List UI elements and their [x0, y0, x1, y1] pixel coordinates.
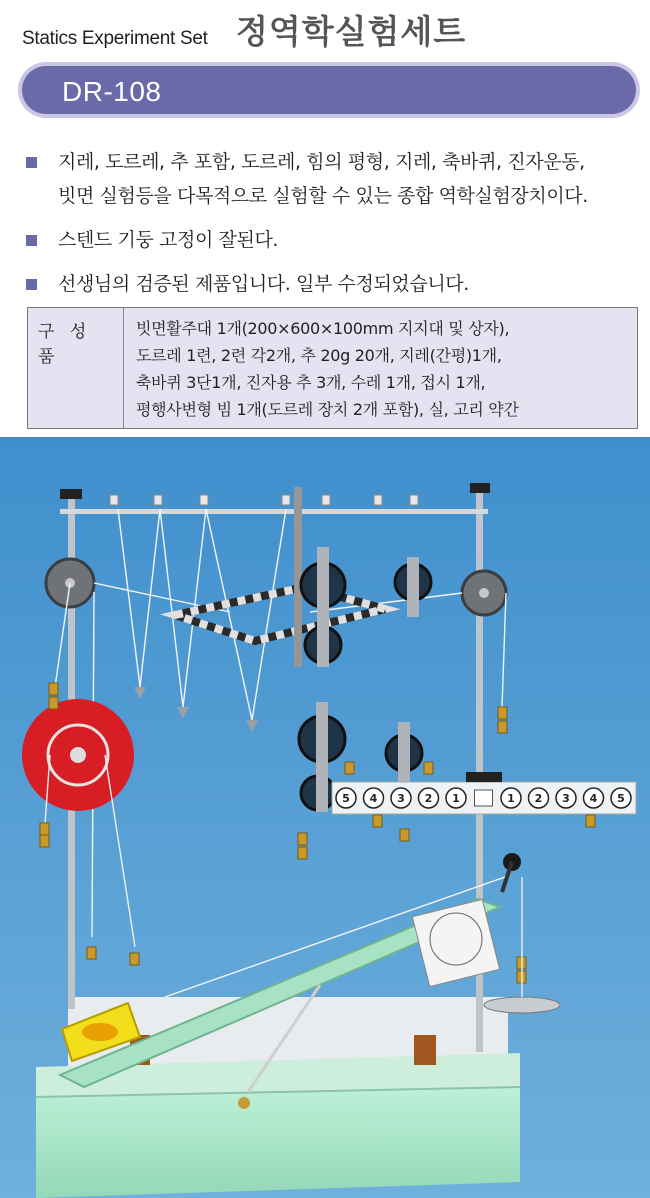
knob-icon	[238, 1097, 250, 1109]
square-bullet-icon	[26, 279, 37, 290]
lever-position-number: 1	[507, 792, 515, 805]
square-bullet-icon	[26, 157, 37, 168]
lever-position-number: 1	[452, 792, 460, 805]
components-line: 빗면활주대 1개(200×600×100mm 지지대 및 상자),	[136, 319, 510, 338]
lever-position-number: 2	[534, 792, 543, 805]
left-rod-cap	[60, 489, 82, 499]
title-english: Statics Experiment Set	[22, 28, 208, 49]
lever-position-number: 5	[617, 792, 625, 805]
components-header-cell	[28, 308, 124, 428]
product-photo	[0, 437, 650, 1198]
components-table	[27, 307, 638, 429]
components-line: 도르레 1련, 2련 각2개, 추 20g 20개, 지레(간평)1개,	[136, 346, 502, 365]
components-line: 축바퀴 3단1개, 진자용 추 3개, 수레 1개, 접시 1개,	[136, 373, 486, 392]
right-rod-cap	[470, 483, 490, 493]
description-text: 지레, 도르레, 추 포함, 도르레, 힘의 평형, 지레, 축바퀴, 진자운동, 빗면 실험등을 다목적으로 실험할 수 있는 종합 역학실험장치이다.	[58, 151, 588, 207]
lever-position-number: 4	[589, 792, 598, 805]
lever-position-number: 3	[562, 792, 570, 805]
description-item	[24, 267, 644, 301]
components-label: 구 성 품	[38, 322, 92, 367]
header	[0, 0, 650, 60]
lever-position-number: 2	[424, 792, 433, 805]
components-content-cell	[136, 315, 631, 423]
components-line: 평행사변형 빔 1개(도르레 장치 2개 포함), 실, 고리 약간	[136, 400, 519, 419]
description-list	[24, 145, 644, 301]
model-banner-inner	[22, 66, 636, 114]
model-banner	[18, 62, 640, 118]
lever-position-number: 5	[342, 792, 350, 805]
lever-fulcrum	[466, 772, 502, 782]
title-korean: 정역학실험세트	[236, 12, 467, 51]
model-number: DR-108	[62, 76, 162, 107]
base-box	[36, 1087, 520, 1198]
hinge-icon	[414, 1035, 436, 1065]
square-bullet-icon	[26, 235, 37, 246]
lever-position-number: 3	[397, 792, 405, 805]
description-item	[24, 145, 644, 213]
top-crossbar	[60, 509, 488, 514]
description-text: 선생님의 검증된 제품입니다. 일부 수정되었습니다.	[58, 273, 469, 295]
lever-position-number: 4	[369, 792, 378, 805]
description-item	[24, 223, 644, 257]
apparatus-illustration	[0, 437, 650, 1198]
lever-center-mark	[475, 790, 493, 806]
weight-pan	[484, 997, 560, 1013]
description-text: 스텐드 기둥 고정이 잘된다.	[58, 229, 279, 251]
